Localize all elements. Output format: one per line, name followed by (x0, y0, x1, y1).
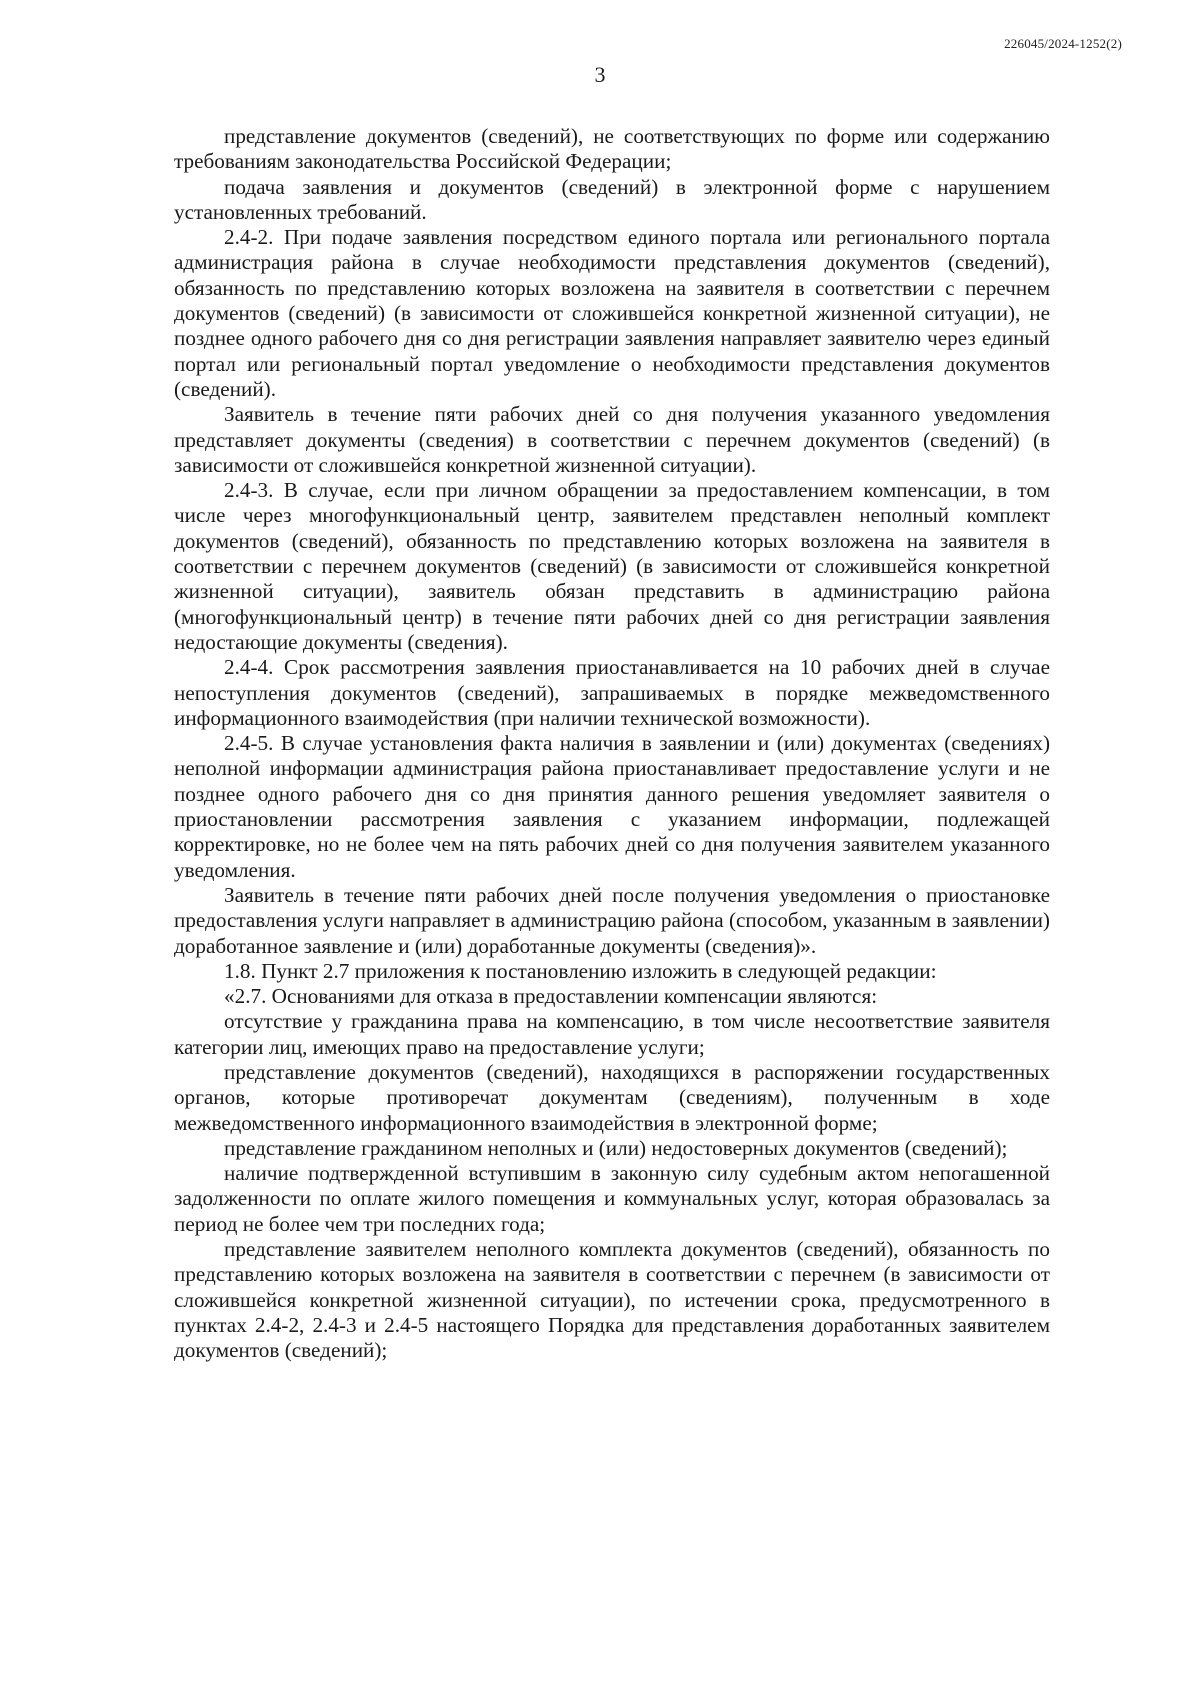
paragraph: отсутствие у гражданина права на компенсацию, в том числе несоответствие заявителя категории лиц, имеющих право на предоставление услуги; (174, 1009, 1050, 1059)
document-body (174, 124, 1050, 1364)
paragraph: представление документов (сведений), находящихся в распоряжении государственных органов, которые противоречат документам (сведениям), полученным в ходе межведомственного информационного взаимодействия в электронной форме; (174, 1059, 1050, 1135)
paragraph: подача заявления и документов (сведений) в электронной форме с нарушением установленных требований. (174, 174, 1050, 224)
paragraph: 1.8. Пункт 2.7 приложения к постановлению изложить в следующей редакции: (224, 958, 937, 983)
paragraph: Заявитель в течение пяти рабочих дней со дня получения указанного уведомления представляет документы (сведения) в соответствии с перечнем документов (сведений) (в зависимости от сложившейся конкретной жизненной ситуации). (174, 402, 1050, 477)
paragraph: 2.4-3. В случае, если при личном обращении за предоставлением компенсации, в том числе через многофункциональный центр, заявителем представлен неполный комплект документов (сведений), обязанность по представлению которых возложена на заявителя в соответствии с перечнем документов (сведений) (в зависимости от сложившейся конкретной жизненной ситуации), заявитель обязан представить в администрацию района (многофункциональный центр) в течение пяти рабочих дней со дня регистрации заявления недостающие документы (сведения). (174, 478, 1050, 654)
paragraph: 2.4-4. Срок рассмотрения заявления приостанавливается на 10 рабочих дней в случае непоступления документов (сведений), запрашиваемых в порядке межведомственного информационного взаимодействия (при наличии технической возможности). (174, 655, 1050, 730)
document-registration-number: 226045/2024-1252(2) (1004, 36, 1122, 51)
paragraph: представление документов (сведений), не соответствующих по форме или содержанию требованиям законодательства Российской Федерации; (174, 124, 1050, 174)
paragraph: представление заявителем неполного комплекта документов (сведений), обязанность по представлению которых возложена на заявителя в соответствии с перечнем (в зависимости от сложившейся конкретной жизненной ситуации), по истечении срока, предусмотренного в пунктах 2.4-2, 2.4-3 и 2.4-5 настоящего Порядка для представления доработанных заявителем документов (сведений); (174, 1237, 1050, 1363)
paragraph: 2.4-5. В случае установления факта наличия в заявлении и (или) документах (сведениях) неполной информации администрация района приостанавливает предоставление услуги и не позднее одного рабочего дня со дня принятия данного решения уведомляет заявителя о приостановлении рассмотрения заявления с указанием информации, подлежащей корректировке, но не более чем на пять рабочих дней со дня получения заявителем указанного уведомления. (174, 731, 1050, 882)
paragraph: представление гражданином неполных и (или) недостоверных документов (сведений); (224, 1135, 1008, 1160)
paragraph: «2.7. Основаниями для отказа в предоставлении компенсации являются: (224, 984, 878, 1009)
paragraph: Заявитель в течение пяти рабочих дней после получения уведомления о приостановке предоставления услуги направляет в администрацию района (способом, указанным в заявлении) доработанное заявление и (или) доработанные документы (сведения)». (174, 882, 1050, 958)
paragraph: наличие подтвержденной вступившим в законную силу судебным актом непогашенной задолженности по оплате жилого помещения и коммунальных услуг, которая образовалась за период не более чем три последних года; (174, 1161, 1050, 1236)
paragraph: 2.4-2. При подаче заявления посредством единого портала или регионального портала администрация района в случае необходимости представления документов (сведений), обязанность по представлению которых возложена на заявителя в соответствии с перечнем документов (сведений) (в зависимости от сложившейся конкретной жизненной ситуации), не позднее одного рабочего дня со дня регистрации заявления направляет заявителю через единый портал или региональный портал уведомление о необходимости представления документов (сведений). (174, 225, 1050, 401)
page-number: 3 (594, 62, 606, 87)
